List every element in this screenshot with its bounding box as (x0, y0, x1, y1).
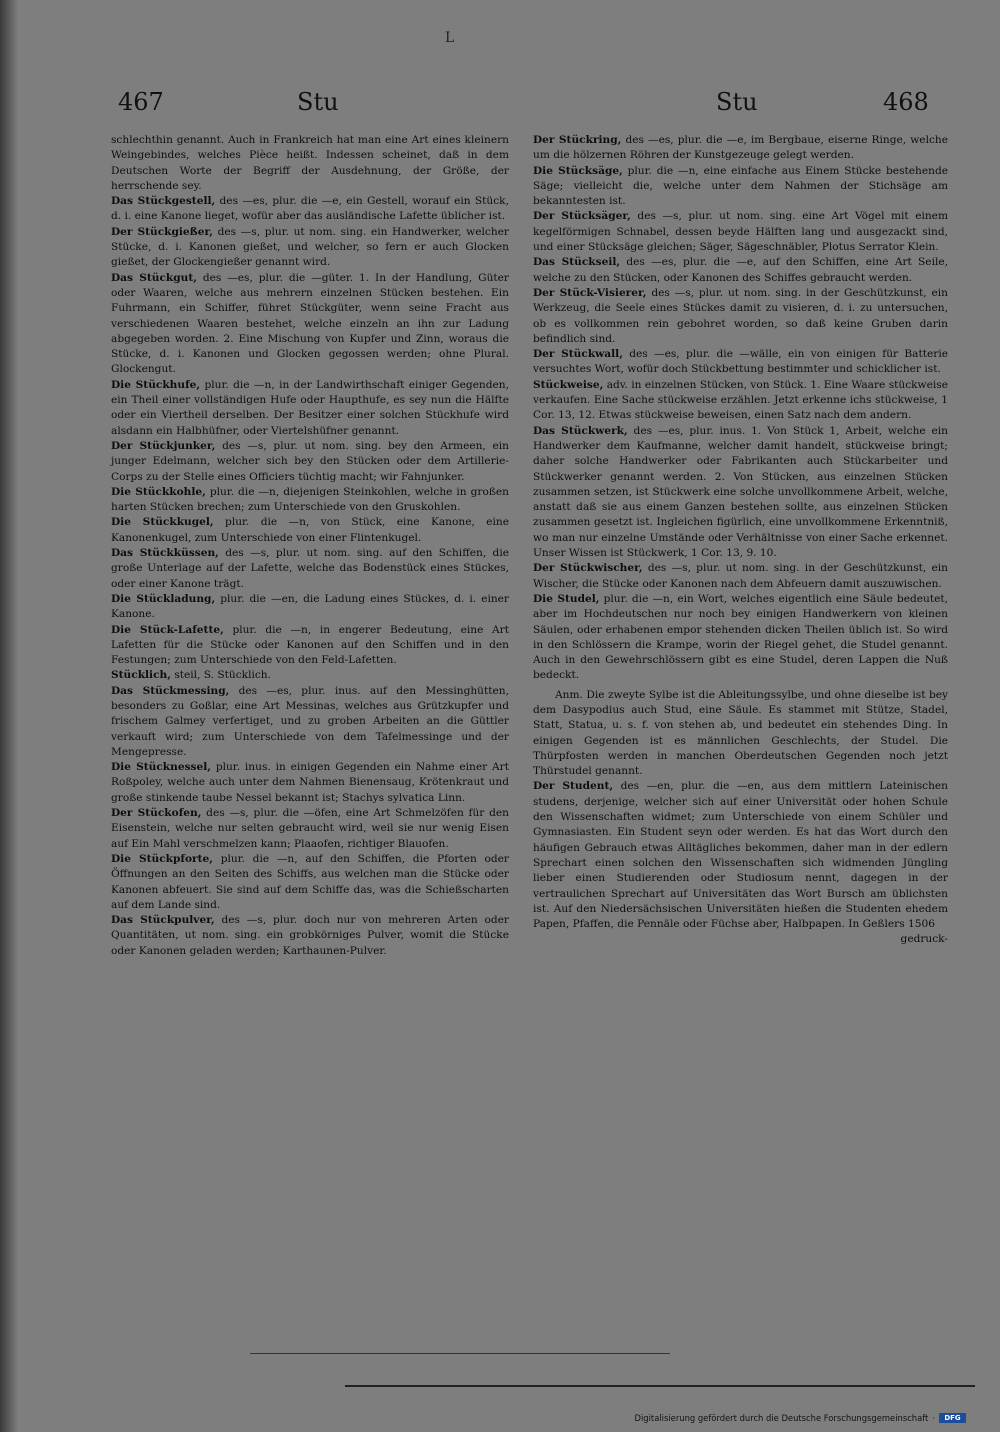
dictionary-entry (111, 133, 509, 194)
footer-credit: Digitalisierung gefördert durch die Deutsche Forschungsgemeinschaft (634, 1413, 929, 1423)
entry-text: plur. die —en, die Ladung eines Stückes, d. i. einer Kanone. (111, 592, 509, 621)
bottom-rule (345, 1385, 975, 1387)
right-page-number: 468 (883, 88, 929, 116)
dictionary-entry (111, 546, 509, 592)
entry-headword: Der Student, (533, 780, 614, 793)
dictionary-entry (533, 164, 948, 210)
entry-headword: Das Stückwerk, (533, 424, 628, 437)
footer-separator: · (932, 1413, 935, 1423)
entry-headword: Die Stückhufe, (111, 378, 201, 391)
dictionary-entry (533, 779, 948, 932)
right-column (533, 133, 948, 948)
entry-text: plur. die —n, eine einfache aus Einem Stücke bestehende Säge; vielleicht die, welche unter dem Nahmen der Stichsäge am bekanntesten ist. (533, 164, 949, 208)
entry-text: des —s, plur. ut nom. sing. auf den Schiffen, die große Unterlage auf der Lafette, welche das Bodenstück eines Stückes, oder einer Kanone trägt. (111, 547, 509, 590)
dictionary-entry (533, 424, 948, 562)
entry-headword: Der Stückofen, (111, 807, 202, 820)
entry-headword: Das Stückgestell, (111, 195, 216, 208)
dictionary-entry (533, 592, 948, 684)
entry-text: steil, S. Stücklich. (174, 669, 271, 682)
dictionary-entry (533, 255, 948, 286)
entry-headword: Das Stückpulver, (111, 914, 215, 927)
entry-headword: Das Stückküssen, (111, 547, 219, 560)
entry-headword: Das Stückmessing, (111, 684, 230, 697)
entry-text: plur. die —n, diejenigen Steinkohlen, welche in großen harten Stücken brechen; zum Unterschiede von den Gruskohlen. (111, 485, 509, 514)
entry-headword: Die Stücknessel, (111, 761, 211, 774)
dfg-logo: DFG (939, 1413, 966, 1423)
entry-headword: Die Stückkohle, (111, 485, 206, 498)
dictionary-entry (111, 378, 509, 439)
dictionary-entry (533, 688, 948, 780)
page-fold-shadow (0, 0, 18, 1432)
dictionary-entry (533, 209, 948, 255)
entry-headword: Das Stückgut, (111, 271, 197, 284)
entry-headword: Das Stückseil, (533, 256, 621, 269)
entry-text: des —es, plur. die —e, auf den Schiffen, eine Art Seile, welche zu den Stücken, oder Kanonen des Schiffes gebraucht werden. (533, 256, 948, 284)
entry-headword: Der Stückwall, (533, 348, 623, 361)
dictionary-entry (111, 806, 509, 852)
dictionary-entry (533, 347, 948, 378)
dictionary-entry (111, 439, 509, 485)
left-column (111, 133, 509, 959)
top-mark: L (445, 30, 455, 46)
entry-text: des —s, plur. doch nur von mehreren Arten oder Quantitäten, ut nom. sing. ein grobkörniges Pulver, womit die Stücke oder Kanonen geladen werden; Karthaunen-Pulver. (111, 914, 509, 957)
dictionary-entry (111, 194, 509, 225)
entry-text: plur. die —n, von Stück, eine Kanone, eine Kanonenkugel, zum Unterschiede von einer Flintenkugel. (111, 516, 509, 544)
entry-text: des —s, plur. ut nom. sing. ein Handwerker, welcher Stücke, d. i. Kanonen gießet, und welcher, so fern er auch Glocken gießet, der Glockengießer genannt wird. (111, 225, 509, 269)
entry-text: des —es, plur. die —e, ein Gestell, worauf ein Stück, d. i. eine Kanone lieget, wofür aber das ausländische Lafette üblicher ist. (111, 195, 509, 223)
entry-text: des —s, plur. ut nom. sing. bey den Armeen, ein junger Edelmann, welcher sich bey den Stücken oder dem Artillerie-Corps zu der Stelle eines Officiers tüchtig macht; wir Fahnjunker. (111, 439, 509, 483)
entry-text: plur. inus. in einigen Gegenden ein Nahme einer Art Roßpoley, welche auch unter dem Nahmen Bienensaug, Krötenkraut und große stinkende taube Nessel bekannt ist; Stachys sylvatica Linn. (111, 761, 509, 804)
entry-headword: Stückweise, (533, 378, 604, 391)
bottom-rule-thin (250, 1353, 670, 1354)
entry-headword: Der Stückring, (533, 134, 622, 146)
entry-headword: Die Stücksäge, (533, 164, 623, 177)
dictionary-entry (111, 515, 509, 546)
entry-text: des —s, plur. die —öfen, eine Art Schmelzöfen für den Eisenstein, welche nur selten gebraucht wird, weil sie nur wenig Eisen auf Ein Mahl verschmelzen kann; Plaaofen, richtiger Blauofen. (111, 807, 509, 850)
entry-text: adv. in einzelnen Stücken, von Stück. 1. Eine Waare stückweise verkaufen. Eine Sache stückweise erzählen. Jetzt erkenne ichs stückweise, 1 Cor. 13, 12. Etwas stückweise beweisen, einen Satz nach dem andern. (533, 378, 948, 422)
entry-headword: Der Stücksäger, (533, 210, 631, 223)
dictionary-entry (111, 668, 509, 683)
entry-headword: Die Studel, (533, 592, 600, 605)
dictionary-entry (111, 623, 509, 669)
entry-headword: Der Stückgießer, (111, 225, 213, 238)
dictionary-entry (111, 913, 509, 959)
catchword: gedruck- (900, 933, 948, 946)
entry-text: des —es, plur. inus. 1. Von Stück 1, Arbeit, welche ein Handwerker dem Kaufmanne, welcher damit handelt, stückweise bringt; daher solche Handwerker oder Fabrikanten auch Stückarbeiter und Stückwerker genannt werden. 2. Von Stücken, aus einzelnen Stücken zusammen setzen, ist Stückwerk eine solche unvollkommene Arbeit, welche, anstatt daß sie aus einem Ganzen bestehen sollte, aus einzelnen Stücken zusammen gesetzt ist. Ingleichen figürlich, eine unvollkommene Erkenntniß, wo man nur einzelne Umstände oder Verhältnisse von einer Sache erkennet. Unser Wissen ist Stückwerk, 1 Cor. 13, 9. 10. (533, 424, 948, 560)
entry-text: plur. die —n, ein Wort, welches eigentlich eine Säule bedeutet, aber im Hochdeutschen nur noch bey einigen Handwerkern von kleinen Säulen, oder erhabenen empor stehenden dicken Theilen üblich ist. So wird in den Schlössern die Krampe, worin der Riegel gehet, die Studel genannt. Auch in den Gewehrschlössern gibt es eine Studel, deren Lappen die Nuß bedeckt. (533, 592, 948, 682)
footer (635, 1413, 967, 1423)
entry-headword: Der Stückjunker, (111, 439, 216, 452)
entry-headword: Der Stückwischer, (533, 562, 643, 575)
entry-text: des —es, plur. inus. auf den Messinghütten, besonders zu Goßlar, eine Art Messinas, welches aus Grützkupfer und frischem Galmey verfertiget, und zu groben Arbeiten an die Güttler verkauft wird; zum Unterschiede von dem Tafelmessinge und der Mengepresse. (111, 684, 509, 758)
entry-text: schlechthin genannt. Auch in Frankreich hat man eine Art eines kleinern Weingebindes, welches Pièce heißt. Indessen scheinet, daß in dem Deutschen Worte der Begriff der Ausdehnung, der Größe, der herrschende sey. (111, 134, 509, 192)
dictionary-entry (111, 760, 509, 806)
dictionary-entry (533, 561, 948, 592)
left-page-number: 467 (118, 88, 164, 116)
entry-headword: Die Stückpforte, (111, 852, 213, 865)
entry-text: des —s, plur. ut nom. sing. in der Geschützkunst, ein Wischer, die Stücke oder Kanonen nach dem Abfeuern damit auszuwischen. (533, 562, 948, 590)
entry-headword: Die Stück-Lafette, (111, 623, 224, 636)
entry-headword: Die Stückkugel, (111, 516, 214, 529)
entry-text: plur. die —n, auf den Schiffen, die Pforten oder Öffnungen an den Seiten des Schiffs, aus welchen man die Stücke oder Kanonen abfeuert. Sie sind auf dem Schiffe das, was die Schießscharten auf dem Lande sind. (111, 852, 509, 911)
dictionary-entry (533, 378, 948, 424)
entry-headword: Der Stück-Visierer, (533, 286, 647, 299)
dictionary-entry (111, 852, 509, 913)
dictionary-entry (533, 286, 948, 347)
entry-text: Anm. Die zweyte Sylbe ist die Ableitungssylbe, und ohne dieselbe ist bey dem Dasypodius auch Stud, eine Säule. Es stammet mit Stütze, Stadel, Statt, Statua, u. s. f. von stehen ab, und bedeutet ein stehendes Ding. In einigen Gegenden ist es männlichen Geschlechts, der Studel. Die Thürpfosten werden in manchen Oberdeutschen Gegenden noch jetzt Thürstudel genannt. (533, 688, 948, 778)
entry-text: des —es, plur. die —güter. 1. In der Handlung, Güter oder Waaren, welche aus mehrern einzelnen Stücken bestehen. Ein Fuhrmann, ein Schiffer, führet Stückgüter, wenn seine Fracht aus verschiedenen Waaren bestehet, welche einzeln an ihn zur Ladung abgegeben worden. 2. Eine Mischung von Kupfer und Zinn, woraus die Stücke, d. i. Kanonen und Glocken gegossen werden; ohne Plural. Glockengut. (111, 271, 509, 376)
dictionary-entry (111, 684, 509, 760)
dictionary-entry (111, 225, 509, 271)
dictionary-entry (111, 592, 509, 623)
entry-text: plur. die —n, in engerer Bedeutung, eine Art Lafetten für die Stücke oder Kanonen auf den Schiffen und in den Festungen; zum Unterschiede von den Feld-Lafetten. (111, 623, 509, 667)
entry-text: des —en, plur. die —en, aus dem mittlern Lateinischen studens, derjenige, welcher sich auf einer Universität oder hohen Schule den Wissenschaften widmet; zum Unterschiede von einem Schüler und Gymnasiasten. Ein Student seyn oder werden. Es hat das Wort durch den häufigen Gebrauch etwas Alltägliches bekommen, daher man in der edlern Sprechart einen solchen den Wissenschaften sich widmenden Jüngling lieber einen Studierenden oder Studiosum nennt, dagegen in der vertraulichen Sprechart auf Universitäten das Wort Bursch am üblichsten ist. Auf den Niedersächsischen Universitäten hießen die Studenten ehedem Papen, Pfaffen, die Pennäle oder Füchse aber, Halbpapen. In Geßlers 1506 (533, 780, 948, 931)
entry-headword: Stücklich, (111, 669, 171, 682)
dictionary-entry (111, 271, 509, 378)
dictionary-entry (111, 485, 509, 516)
entry-text: des —es, plur. die —e, im Bergbaue, eiserne Ringe, welche um die hölzernen Röhren der Kunstgezeuge gelegt werden. (533, 134, 948, 162)
entry-text: des —es, plur. die —wälle, ein von einigen für Batterie versuchtes Wort, wofür doch Stückbettung bestimmter und schicklicher ist. (533, 348, 948, 376)
dictionary-entry (533, 133, 948, 164)
entry-headword: Die Stückladung, (111, 592, 216, 605)
entry-text: des —s, plur. ut nom. sing. eine Art Vögel mit einem kegelförmigen Schnabel, dessen beyde Hälften lang und ausgezackt sind, und einer Stücksäge gleichen; Säger, Sägeschnäbler, Plotus Serrator Klein. (533, 210, 948, 254)
entry-text: des —s, plur. ut nom. sing. in der Geschützkunst, ein Werkzeug, die Seele eines Stückes damit zu visieren, d. i. zu untersuchen, ob es vollkommen rein gebohret worden, so daß keine Gruben darin befindlich sind. (533, 286, 948, 345)
entry-text: plur. die —n, in der Landwirthschaft einiger Gegenden, ein Theil einer vollständigen Hufe oder Haupthufe, es sey nun die Hälfte oder ein Viertheil derselben. Der Besitzer einer solchen Stückhufe wird alsdann ein Halbhüfner, oder Viertelshüfner genannt. (111, 378, 509, 437)
right-running-head: Stu (716, 88, 758, 116)
left-running-head: Stu (297, 88, 339, 116)
